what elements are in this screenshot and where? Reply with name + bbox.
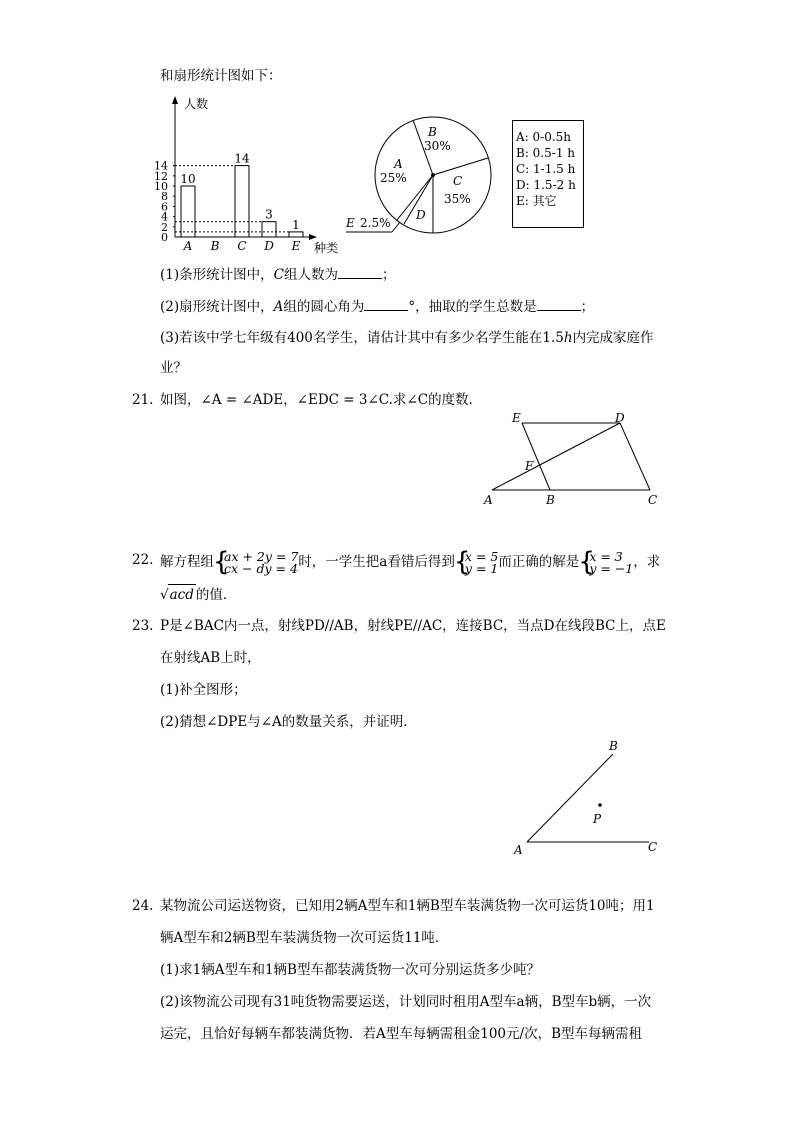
q21-number: 21. xyxy=(132,392,154,408)
q23-part2: (2)猜想∠DPE与∠A的数量关系，并证明． xyxy=(160,714,417,730)
pie-pct-b: 30% xyxy=(424,139,451,153)
y-tick-label: 10 xyxy=(154,180,168,193)
pie-center xyxy=(431,173,435,177)
q24-part2: (2)该物流公司现有31吨货物需要运送，计划同时租用A型车a辆，B型车b辆，一次 xyxy=(160,994,652,1010)
pie-label-c: C xyxy=(453,174,463,188)
y-tick-label: 2 xyxy=(161,220,168,234)
pie-pct-e: 2.5% xyxy=(360,216,391,230)
q23-line1: P是∠BAC内一点，射线PD//AB，射线PE//AC，连接BC，当点D在线段BC上，点E xyxy=(160,618,666,634)
q23-figure xyxy=(505,730,685,860)
q23-part1: (1)补全图形； xyxy=(160,682,247,698)
x-tick-label: D xyxy=(264,239,274,253)
q23-number: 23. xyxy=(132,618,154,634)
y-axis-arrow xyxy=(172,96,178,104)
pie-label-a: A xyxy=(394,157,403,171)
x-tick-label: C xyxy=(237,239,247,253)
slice-border-bc xyxy=(433,158,488,175)
y-tick-label: 12 xyxy=(154,169,168,183)
sqrt-sign: √ xyxy=(160,587,169,603)
bar-chart xyxy=(150,92,340,257)
y-tick-label: 4 xyxy=(161,210,168,224)
segment-eb xyxy=(522,423,550,490)
e-leader xyxy=(392,222,400,232)
pie-pct-a: 25% xyxy=(380,171,407,185)
point-p xyxy=(598,803,602,807)
label-b: B xyxy=(609,739,618,753)
y-tick-label: 6 xyxy=(161,200,168,214)
answer-blank[interactable] xyxy=(537,296,581,311)
q20-part2: (2)扇形统计图中，A组的圆心角为 °，抽取的学生总数是 ； xyxy=(160,296,594,317)
bar-d xyxy=(262,222,276,237)
q24-line2: 辆A型车和2辆B型车装满货物一次可运货11吨． xyxy=(160,930,449,946)
legend-item-c: C: 1-1.5 h xyxy=(516,162,576,176)
q24-part2-cont: 运完，且恰好每辆车都装满货物．若A型车每辆需租金100元/次，B型车每辆需租 xyxy=(160,1026,642,1042)
answer-blank[interactable] xyxy=(338,264,382,279)
bar-data-label: 3 xyxy=(265,207,273,222)
label-a: A xyxy=(484,493,493,507)
q22-text-cont: √acd 的值． xyxy=(160,584,236,605)
ray-ab xyxy=(527,754,613,842)
label-b: B xyxy=(546,493,555,507)
q20-part3: (3)若该中学七年级有400名学生，请估计其中有多少名学生能在1.5h内完成家庭作 xyxy=(160,330,654,346)
label-d: D xyxy=(615,411,625,425)
legend-item-a: A: 0-0.5h xyxy=(516,130,572,144)
pie-chart xyxy=(340,96,500,236)
label-a: A xyxy=(514,843,523,857)
bar-c xyxy=(235,166,249,237)
q21-text: 如图，∠A = ∠ADE，∠EDC = 3∠C.求∠C的度数． xyxy=(160,392,483,408)
q20-part1: (1)条形统计图中，C组人数为 ； xyxy=(160,264,395,285)
bar-data-label: 10 xyxy=(180,172,196,186)
y-tick-label: 14 xyxy=(154,159,168,173)
x-tick-label: B xyxy=(210,239,220,253)
q20-part3-cont: 业？ xyxy=(160,360,187,376)
x-axis-label: 种类 xyxy=(314,241,339,255)
bar-e xyxy=(289,232,303,237)
q22-text: 解方程组 { ax + 2y = 7 cx − dy = 4 时，一学生把a看错后得到 { x = 5 y = 1 而正确的解是 { x = 3 y = −1 ，求 xyxy=(160,550,660,575)
segment-dc xyxy=(620,423,650,490)
bar-data-label: 1 xyxy=(292,217,300,232)
q23-line2: 在射线AB上时， xyxy=(160,650,261,666)
legend-item-b: B: 0.5-1 h xyxy=(516,146,575,160)
label-c: C xyxy=(648,493,658,507)
q21-figure xyxy=(478,408,678,508)
x-tick-label: A xyxy=(183,239,193,253)
intro-text: 和扇形统计图如下： xyxy=(160,68,282,84)
equation-system: { ax + 2y = 7 cx − dy = 4 xyxy=(214,551,298,575)
q22-number: 22. xyxy=(132,552,154,568)
x-axis-arrow xyxy=(309,234,317,240)
legend-item-e: E: 其它 xyxy=(516,194,557,208)
correct-solution: { x = 3 y = −1 xyxy=(579,551,633,575)
pie-label-e: E xyxy=(346,216,355,230)
pie-legend xyxy=(512,120,584,228)
y-tick-label: 0 xyxy=(161,231,168,244)
y-tick-label: 8 xyxy=(161,190,168,204)
pie-label-b: B xyxy=(428,125,437,139)
label-f: F xyxy=(525,459,534,473)
pie-pct-c: 35% xyxy=(444,192,471,206)
answer-blank[interactable] xyxy=(364,296,408,311)
label-p: P xyxy=(593,812,602,826)
pie-label-d: D xyxy=(416,208,426,222)
q24-number: 24. xyxy=(132,898,154,914)
y-axis-label: 人数 xyxy=(184,97,209,111)
x-tick-label: E xyxy=(291,239,301,253)
label-e: E xyxy=(512,411,521,425)
bar-a xyxy=(181,186,195,237)
legend-item-d: D: 1.5-2 h xyxy=(516,178,576,192)
bar-data-label: 14 xyxy=(234,151,250,166)
q24-line1: 某物流公司运送物资，已知用2辆A型车和1辆B型车装满货物一次可运货10吨；用1 xyxy=(160,898,655,914)
wrong-solution: { x = 5 y = 1 xyxy=(455,551,498,575)
label-c: C xyxy=(648,840,658,854)
q24-part1: (1)求1辆A型车和1辆B型车都装满货物一次可分别运货多少吨？ xyxy=(160,962,540,978)
segment-ad xyxy=(492,423,620,490)
